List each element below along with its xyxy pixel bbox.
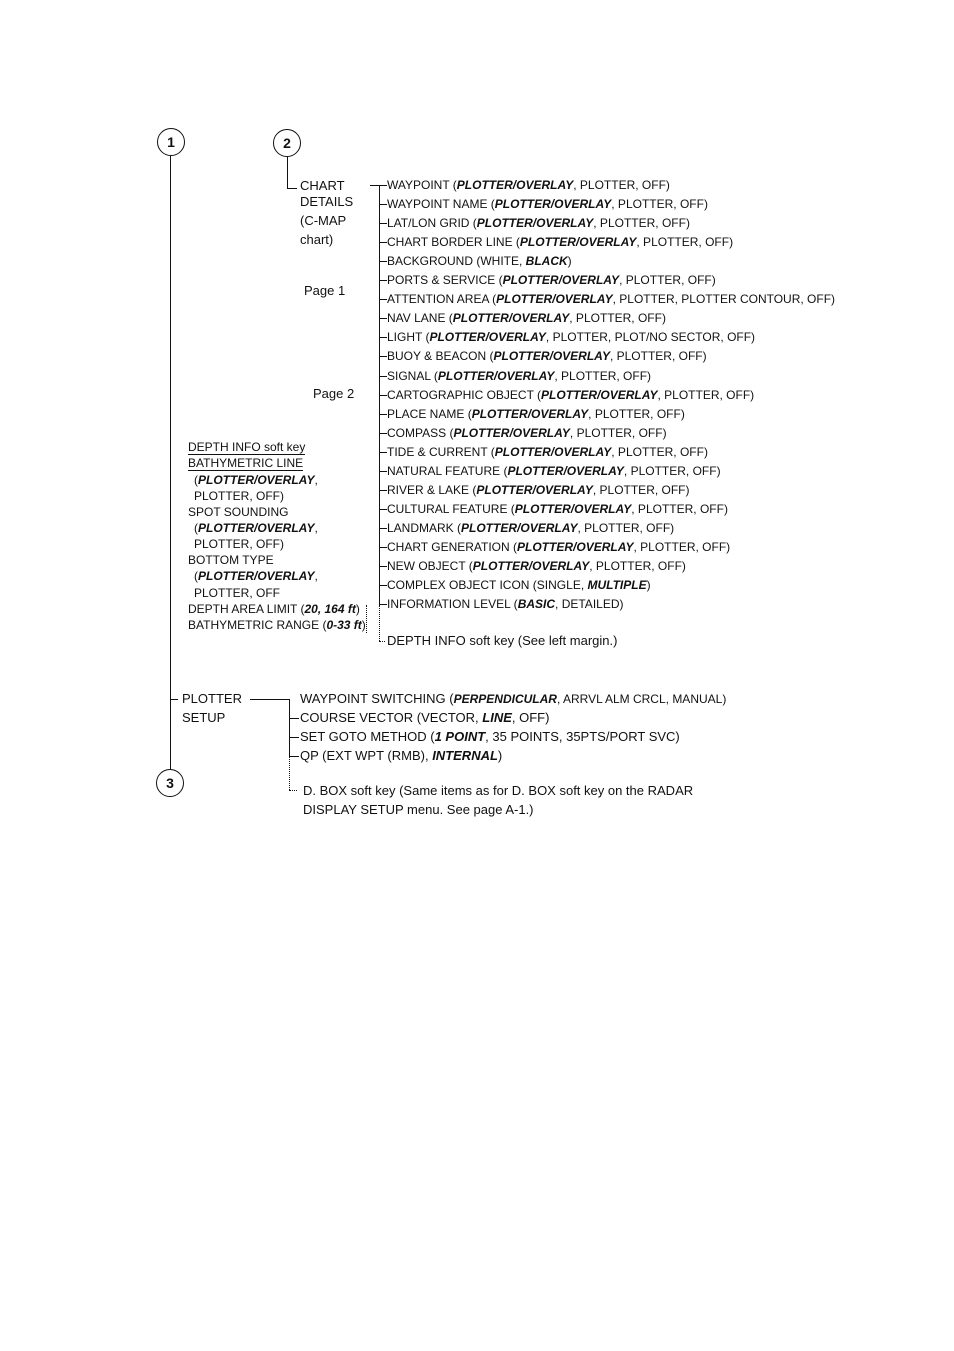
chart-details-item-text: PLOTTER — [456, 178, 513, 192]
bathymetric-line-options-2: PLOTTER, OFF) — [194, 489, 284, 503]
chart-details-item — [387, 388, 754, 402]
chart-item-tick — [379, 414, 387, 415]
chart-details-item-text: , PLOTTER, OFF) — [592, 483, 690, 497]
chart-item-tick — [379, 547, 387, 548]
chart-details-item — [387, 426, 667, 440]
chart-item-tick — [379, 337, 387, 338]
chart-details-item-text: , PLOTTER, OFF) — [611, 445, 708, 459]
chart-details-item-text: PLOTTER — [471, 407, 528, 421]
chart-details-item-text: , DETAILED) — [555, 597, 624, 611]
chart-item-tick — [379, 509, 387, 510]
chart-details-item-text: / — [549, 349, 553, 363]
chart-details-item-text: PLOTTER — [517, 540, 574, 554]
depth-info-side-dotted — [366, 605, 367, 633]
chart-details-item-text: CULTURAL FEATURE ( — [387, 502, 515, 516]
chart-details-item — [387, 292, 835, 306]
chart-details-item-text: PLACE NAME ( — [387, 407, 472, 421]
chart-details-item-text: PLOTTER — [476, 216, 533, 230]
chart-details-item — [387, 254, 572, 268]
chart-details-item-text: ) — [567, 254, 572, 268]
chart-details-item-text: BLACK — [525, 254, 568, 268]
chart-details-item-text: PLOTTER — [514, 502, 571, 516]
chart-item-tick — [379, 604, 387, 605]
chart-details-item-text: , PLOTTER, OFF) — [589, 559, 686, 573]
chart-details-item-text: OVERLAY — [536, 216, 594, 230]
chart-details-item-text: , PLOTTER, OFF) — [633, 540, 731, 554]
depth-area-limit: DEPTH AREA LIMIT (20, 164 ft) — [188, 602, 360, 616]
chart-details-item-text: , PLOTTER, OFF) — [623, 464, 721, 478]
chart-details-item-text: INFORMATION LEVEL ( — [387, 597, 518, 611]
chart-details-item-text: PLOTTER — [519, 235, 576, 249]
chart-details-item — [387, 197, 708, 211]
chart-details-item-text: SIGNAL ( — [387, 369, 438, 383]
chart-details-item — [387, 502, 728, 516]
chart-details-item-text: PLOTTER — [493, 349, 550, 363]
chart-item-tick — [379, 490, 387, 491]
plotter-item-tick — [289, 718, 299, 719]
connector-circle-1: 1 — [157, 128, 185, 156]
chart-details-item-text: WAYPOINT ( — [387, 178, 457, 192]
chart-details-item-text: LAT/LON GRID ( — [387, 216, 477, 230]
dbox-dotted-line — [289, 756, 290, 790]
chart-details-item — [387, 521, 674, 535]
qp-item: QP (EXT WPT (RMB), INTERNAL) — [300, 748, 503, 763]
chart-details-item — [387, 445, 708, 459]
chart-details-item-text: , PLOTTER, OFF) — [631, 502, 728, 516]
waypoint-switching-item: WAYPOINT SWITCHING (PERPENDICULAR, ARRVL ALM CRCL, MANUAL) — [300, 691, 727, 706]
chart-details-item — [387, 407, 685, 421]
bottom-type-label: BOTTOM TYPE — [188, 553, 274, 567]
chart-details-item-text: , PLOTTER, OFF) — [577, 521, 675, 535]
chart-details-item-text: , PLOTTER, OFF) — [569, 311, 666, 325]
chart-item-tick — [379, 242, 387, 243]
chart-details-item-text: OVERLAY — [520, 521, 578, 535]
chart-details-item-text: PLOTTER — [502, 273, 559, 287]
plotter-item-tick — [289, 756, 299, 757]
trunk-line-1 — [170, 156, 171, 770]
chart-details-item — [387, 597, 624, 611]
chart-details-item-text: OVERLAY — [516, 178, 574, 192]
chart-item-tick — [379, 299, 387, 300]
chart-details-item-text: OVERLAY — [552, 349, 610, 363]
chart-details-item-text: / — [573, 540, 577, 554]
plotter-item-tick — [289, 737, 299, 738]
chart-details-item-text: / — [550, 445, 555, 459]
page-1-label: Page 1 — [304, 283, 346, 298]
chart-details-item-text: OVERLAY — [497, 369, 555, 383]
chart-details-item-text: / — [563, 464, 567, 478]
chart-details-item-text: / — [512, 178, 517, 192]
chart-details-item — [387, 330, 755, 344]
chart-details-item — [387, 483, 690, 497]
chart-details-item-text: LIGHT ( — [387, 330, 430, 344]
chart-details-item-text: PLOTTER — [437, 369, 494, 383]
plotter-setup-bracket — [289, 699, 290, 756]
depth-info-dotted-tick — [379, 641, 385, 642]
chart-details-item-text: OVERLAY — [554, 197, 612, 211]
chart-details-item-text: OVERLAY — [535, 483, 593, 497]
bottom-type-options-2: PLOTTER, OFF — [194, 586, 281, 600]
chart-details-item-text: NEW OBJECT ( — [387, 559, 473, 573]
chart-details-item-text: / — [552, 292, 556, 306]
chart-details-item-text: PLOTTER — [507, 464, 564, 478]
chart-details-item — [387, 540, 730, 554]
chart-details-item-text: OVERLAY — [531, 407, 589, 421]
chart-details-item-text: PLOTTER — [496, 292, 553, 306]
chart-details-item — [387, 273, 716, 287]
page-2-label: Page 2 — [313, 386, 355, 401]
chart-details-item-text: , PLOTTER, OFF) — [573, 178, 670, 192]
chart-item-tick — [379, 471, 387, 472]
bathymetric-line-label: BATHYMETRIC LINE — [188, 456, 304, 470]
chart-details-item-text: COMPASS ( — [387, 426, 454, 440]
chart-details-item-text: PLOTTER — [461, 521, 518, 535]
chart-details-item-text: / — [528, 559, 533, 573]
chart-details-item-text: / — [532, 483, 536, 497]
chart-details-item-text: WAYPOINT NAME ( — [387, 197, 495, 211]
chart-details-item-text: PLOTTER — [541, 388, 598, 402]
chart-details-item-text: / — [575, 235, 580, 249]
chart-details-item-text: BUOY & BEACON ( — [387, 349, 494, 363]
plotter-setup-label-2: SETUP — [182, 710, 226, 725]
connector-circle-3: 3 — [156, 769, 184, 797]
plotter-setup-label-1: PLOTTER — [182, 691, 242, 706]
dbox-note-line-1: D. BOX soft key (Same items as for D. BOX soft key on the RADAR — [303, 783, 694, 798]
bathymetric-range: BATHYMETRIC RANGE (0-33 ft) — [188, 618, 366, 632]
depth-info-dotted-line — [379, 605, 380, 641]
chart-item-tick — [379, 356, 387, 357]
chart-details-item-text: ATTENTION AREA ( — [387, 292, 497, 306]
chart-details-item-text: PLOTTER — [494, 197, 551, 211]
chart-item-tick — [379, 433, 387, 434]
chart-details-item-text: PLOTTER — [429, 330, 486, 344]
spot-sounding-options: (PLOTTER/OVERLAY, — [194, 521, 318, 535]
chart-details-item-text: / — [493, 369, 498, 383]
chart-details-label-2: DETAILS — [300, 194, 354, 209]
chart-details-item-text: OVERLAY — [554, 445, 612, 459]
chart-details-item-text: , PLOTTER, OFF) — [611, 197, 708, 211]
chart-item-tick — [379, 261, 387, 262]
chart-item-tick — [379, 185, 387, 186]
chart-item-tick — [379, 223, 387, 224]
chart-details-item-text: OVERLAY — [579, 235, 637, 249]
chart-details-item-text: OVERLAY — [512, 426, 570, 440]
chart-item-tick — [379, 395, 387, 396]
chart-details-item-text: NATURAL FEATURE ( — [387, 464, 508, 478]
chart-item-tick — [379, 280, 387, 281]
chart-details-item — [387, 349, 707, 363]
chart-details-item-text: , PLOTTER, OFF) — [569, 426, 667, 440]
chart-details-item-text: MULTIPLE — [587, 578, 647, 592]
chart-details-item — [387, 235, 733, 249]
chart-details-item-text: OVERLAY — [576, 540, 634, 554]
chart-details-item-text: , PLOTTER, OFF) — [636, 235, 734, 249]
chart-details-item — [387, 178, 670, 192]
chart-details-connector — [287, 188, 297, 189]
chart-details-item-text: / — [485, 330, 489, 344]
chart-item-tick — [379, 585, 387, 586]
chart-details-item-text: / — [509, 426, 513, 440]
chart-details-item — [387, 216, 690, 230]
chart-details-item — [387, 464, 721, 478]
chart-details-item-text: TIDE & CURRENT ( — [387, 445, 495, 459]
chart-details-item-text: / — [550, 197, 555, 211]
chart-details-item-text: PORTS & SERVICE ( — [387, 273, 503, 287]
chart-item-tick — [379, 204, 387, 205]
spot-sounding-options-2: PLOTTER, OFF) — [194, 537, 284, 551]
chart-details-item-text: , PLOTTER, OFF) — [593, 216, 690, 230]
chart-details-item-text: RIVER & LAKE ( — [387, 483, 477, 497]
chart-details-item-text: , PLOTTER, PLOT/NO SECTOR, OFF) — [545, 330, 756, 344]
chart-item-tick — [379, 318, 387, 319]
chart-details-item-text: BASIC — [517, 597, 556, 611]
chart-details-item-text: OVERLAY — [532, 559, 590, 573]
bathymetric-line-options: (PLOTTER/OVERLAY, — [194, 473, 318, 487]
chart-details-item-text: PLOTTER — [452, 311, 509, 325]
chart-details-item-text: OVERLAY — [555, 292, 613, 306]
chart-details-item-text: , PLOTTER, OFF) — [609, 349, 707, 363]
dbox-note-line-2: DISPLAY SETUP menu. See page A-1.) — [303, 802, 534, 817]
chart-details-item-text: PLOTTER — [476, 483, 533, 497]
chart-details-item-text: , PLOTTER, OFF) — [588, 407, 685, 421]
depth-info-heading: DEPTH INFO soft key — [188, 440, 306, 454]
chart-details-item-text: PLOTTER — [453, 426, 510, 440]
plotter-setup-branch — [170, 699, 178, 700]
chart-details-item-text: OVERLAY — [488, 330, 546, 344]
chart-details-item-text: NAV LANE ( — [387, 311, 453, 325]
chart-details-item-text: LANDMARK ( — [387, 521, 462, 535]
chart-details-item — [387, 369, 651, 383]
chart-details-item-text: / — [527, 407, 532, 421]
depth-info-link: DEPTH INFO soft key (See left margin.) — [387, 633, 618, 648]
chart-details-label-1: CHART — [300, 178, 345, 193]
chart-details-item — [387, 559, 686, 573]
chart-details-item-text: COMPLEX OBJECT ICON (SINGLE, — [387, 578, 588, 592]
course-vector-item: COURSE VECTOR (VECTOR, LINE, OFF) — [300, 710, 550, 725]
chart-details-item-text: OVERLAY — [561, 273, 620, 287]
chart-details-item-text: ) — [646, 578, 651, 592]
chart-details-item-text: , PLOTTER, OFF) — [657, 388, 755, 402]
chart-details-item-text: , PLOTTER, PLOTTER CONTOUR, OFF) — [612, 292, 836, 306]
chart-item-tick — [379, 376, 387, 377]
chart-item-tick — [379, 452, 387, 453]
chart-details-item — [387, 311, 666, 325]
dbox-dotted-tick — [289, 790, 297, 791]
chart-item-tick — [379, 528, 387, 529]
set-goto-method-item: SET GOTO METHOD (1 POINT, 35 POINTS, 35PTS/PORT SVC) — [300, 729, 680, 744]
bottom-type-options: (PLOTTER/OVERLAY, — [194, 569, 318, 583]
chart-details-item-text: / — [558, 273, 562, 287]
trunk-line-2 — [287, 157, 288, 188]
chart-details-item — [387, 578, 651, 592]
chart-item-tick — [379, 566, 387, 567]
chart-details-item-text: OVERLAY — [566, 464, 624, 478]
plotter-setup-connector — [250, 699, 290, 700]
chart-details-item-text: CHART BORDER LINE ( — [387, 235, 520, 249]
chart-details-item-text: OVERLAY — [574, 502, 632, 516]
spot-sounding-label: SPOT SOUNDING — [188, 505, 289, 519]
chart-details-item-text: CARTOGRAPHIC OBJECT ( — [387, 388, 542, 402]
chart-details-item-text: BACKGROUND (WHITE, — [387, 254, 526, 268]
connector-circle-2: 2 — [273, 129, 301, 157]
chart-details-item-text: OVERLAY — [512, 311, 570, 325]
chart-details-item-text: PLOTTER — [472, 559, 529, 573]
chart-details-label-4: chart) — [300, 232, 334, 247]
chart-details-item-text: / — [532, 216, 537, 230]
chart-details-item-text: CHART GENERATION ( — [387, 540, 518, 554]
chart-details-item-text: / — [517, 521, 521, 535]
chart-details-item-text: , PLOTTER, OFF) — [554, 369, 652, 383]
chart-details-label-3: (C-MAP — [300, 213, 347, 228]
chart-details-item-text: OVERLAY — [600, 388, 658, 402]
chart-details-item-text: / — [570, 502, 575, 516]
chart-details-item-text: PLOTTER — [494, 445, 551, 459]
chart-details-item-text: / — [508, 311, 513, 325]
chart-details-item-text: , PLOTTER, OFF) — [619, 273, 716, 287]
chart-details-item-text: / — [597, 388, 601, 402]
